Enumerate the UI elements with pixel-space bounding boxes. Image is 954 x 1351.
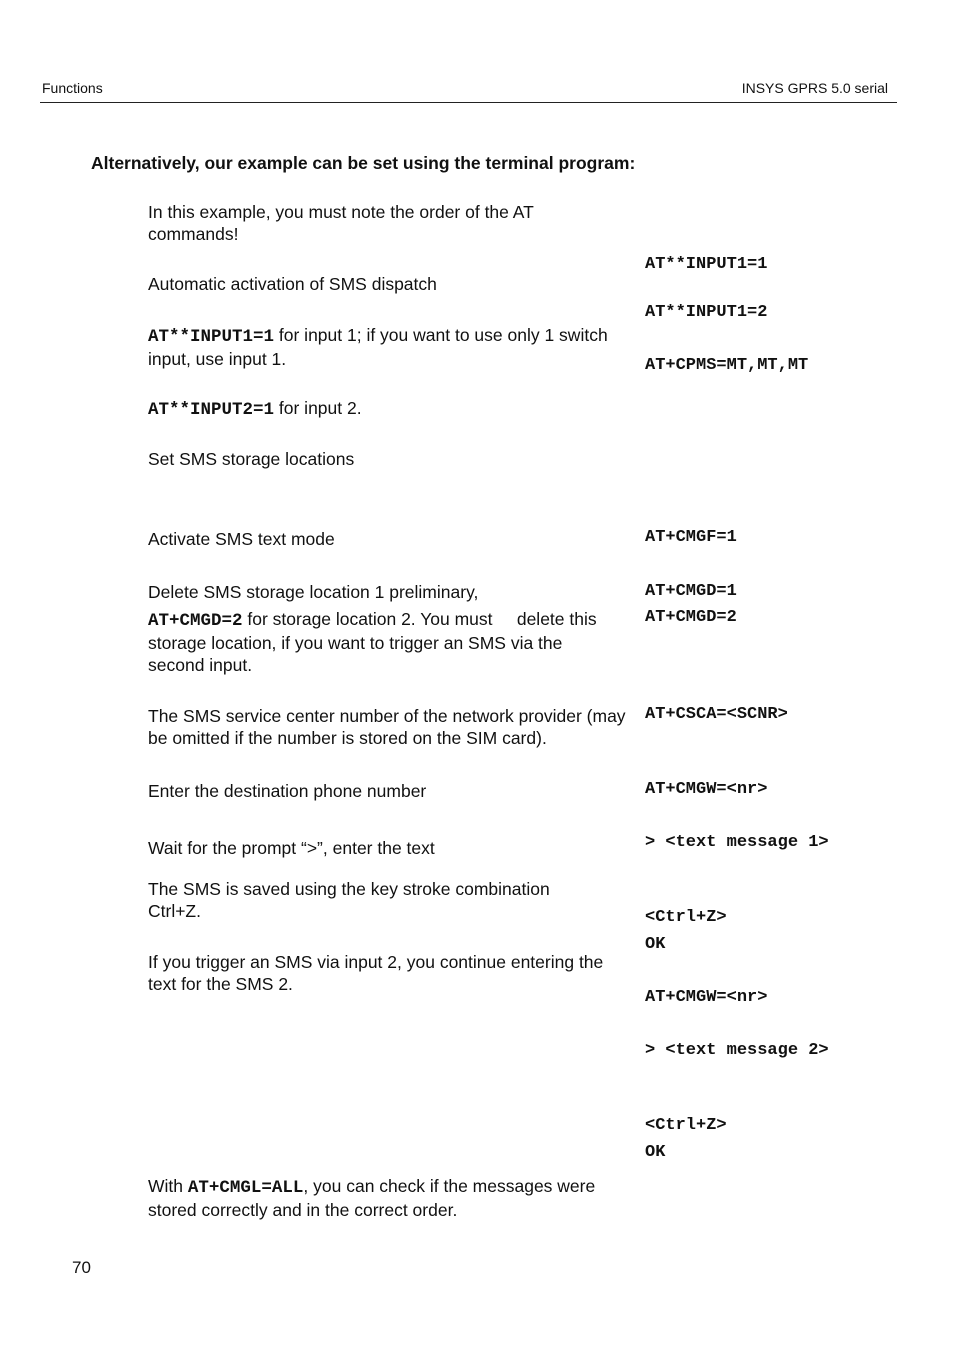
paragraph-order-note: In this example, you must note the order of the AT commands!	[148, 202, 534, 244]
command-text-message-1: > <text message 1>	[645, 833, 829, 852]
inline-code: AT+CMGL=ALL	[187, 1178, 304, 1198]
paragraph-check	[148, 1175, 638, 1221]
inline-code: AT**INPUT1=1	[148, 327, 275, 347]
command-input1-2: AT**INPUT1=2	[645, 303, 768, 322]
running-header-title: INSYS GPRS 5.0 serial	[741, 80, 888, 96]
command-csca: AT+CSCA=<SCNR>	[645, 705, 788, 724]
paragraph-input1	[148, 324, 608, 370]
paragraph-text: , you can check if the messages were stored correctly and in the correct order.	[148, 1176, 596, 1220]
section-heading: Alternatively, our example can be set using the terminal program:	[91, 153, 636, 173]
paragraph-text: for input 1; if you want to use only 1 switch input, use input 1.	[148, 325, 608, 369]
command-ctrlz-2: <Ctrl+Z>	[645, 1116, 727, 1135]
running-header-section: Functions	[42, 80, 103, 96]
command-ctrlz-1: <Ctrl+Z>	[645, 908, 727, 927]
paragraph-text: for input 2.	[274, 398, 362, 418]
paragraph-auto-activation: Automatic activation of SMS dispatch	[148, 274, 437, 294]
paragraph-input2-sms: If you trigger an SMS via input 2, you continue entering the text for the SMS 2.	[148, 952, 604, 994]
paragraph-text: for storage location 2. You must delete this storage location, if you want to trigger an SMS via the second input.	[148, 609, 602, 675]
paragraph-input2	[148, 397, 638, 421]
paragraph-save: The SMS is saved using the key stroke combination Ctrl+Z.	[148, 879, 550, 921]
paragraph-prompt: Wait for the prompt “>”, enter the text	[148, 838, 435, 858]
command-cmgw-2: AT+CMGW=<nr>	[645, 988, 768, 1007]
command-input1-1: AT**INPUT1=1	[645, 255, 768, 274]
command-cmgw-1: AT+CMGW=<nr>	[645, 780, 768, 799]
command-cmgd-1: AT+CMGD=1	[645, 582, 737, 601]
paragraph-delete-location-2	[148, 608, 618, 676]
inline-code: AT+CMGD=2	[148, 611, 243, 631]
command-cmgd-2: AT+CMGD=2	[645, 608, 737, 627]
command-ok-2: OK	[645, 1143, 666, 1162]
command-cpms: AT+CPMS=MT,MT,MT	[645, 356, 809, 375]
paragraph-service-center: The SMS service center number of the network provider (may be omitted if the number is stored on the SIM card).	[148, 706, 626, 748]
paragraph-destination: Enter the destination phone number	[148, 781, 427, 801]
paragraph-text: With	[148, 1176, 188, 1196]
inline-code: AT**INPUT2=1	[148, 400, 275, 420]
command-ok-1: OK	[645, 935, 666, 954]
paragraph-delete-location: Delete SMS storage location 1 preliminary,	[148, 582, 479, 602]
paragraph-text-mode: Activate SMS text mode	[148, 529, 335, 549]
page-number: 70	[72, 1258, 91, 1277]
header-rule	[40, 102, 897, 103]
command-cmgf: AT+CMGF=1	[645, 528, 737, 547]
command-text-message-2: > <text message 2>	[645, 1041, 829, 1060]
paragraph-storage-locations: Set SMS storage locations	[148, 449, 355, 469]
